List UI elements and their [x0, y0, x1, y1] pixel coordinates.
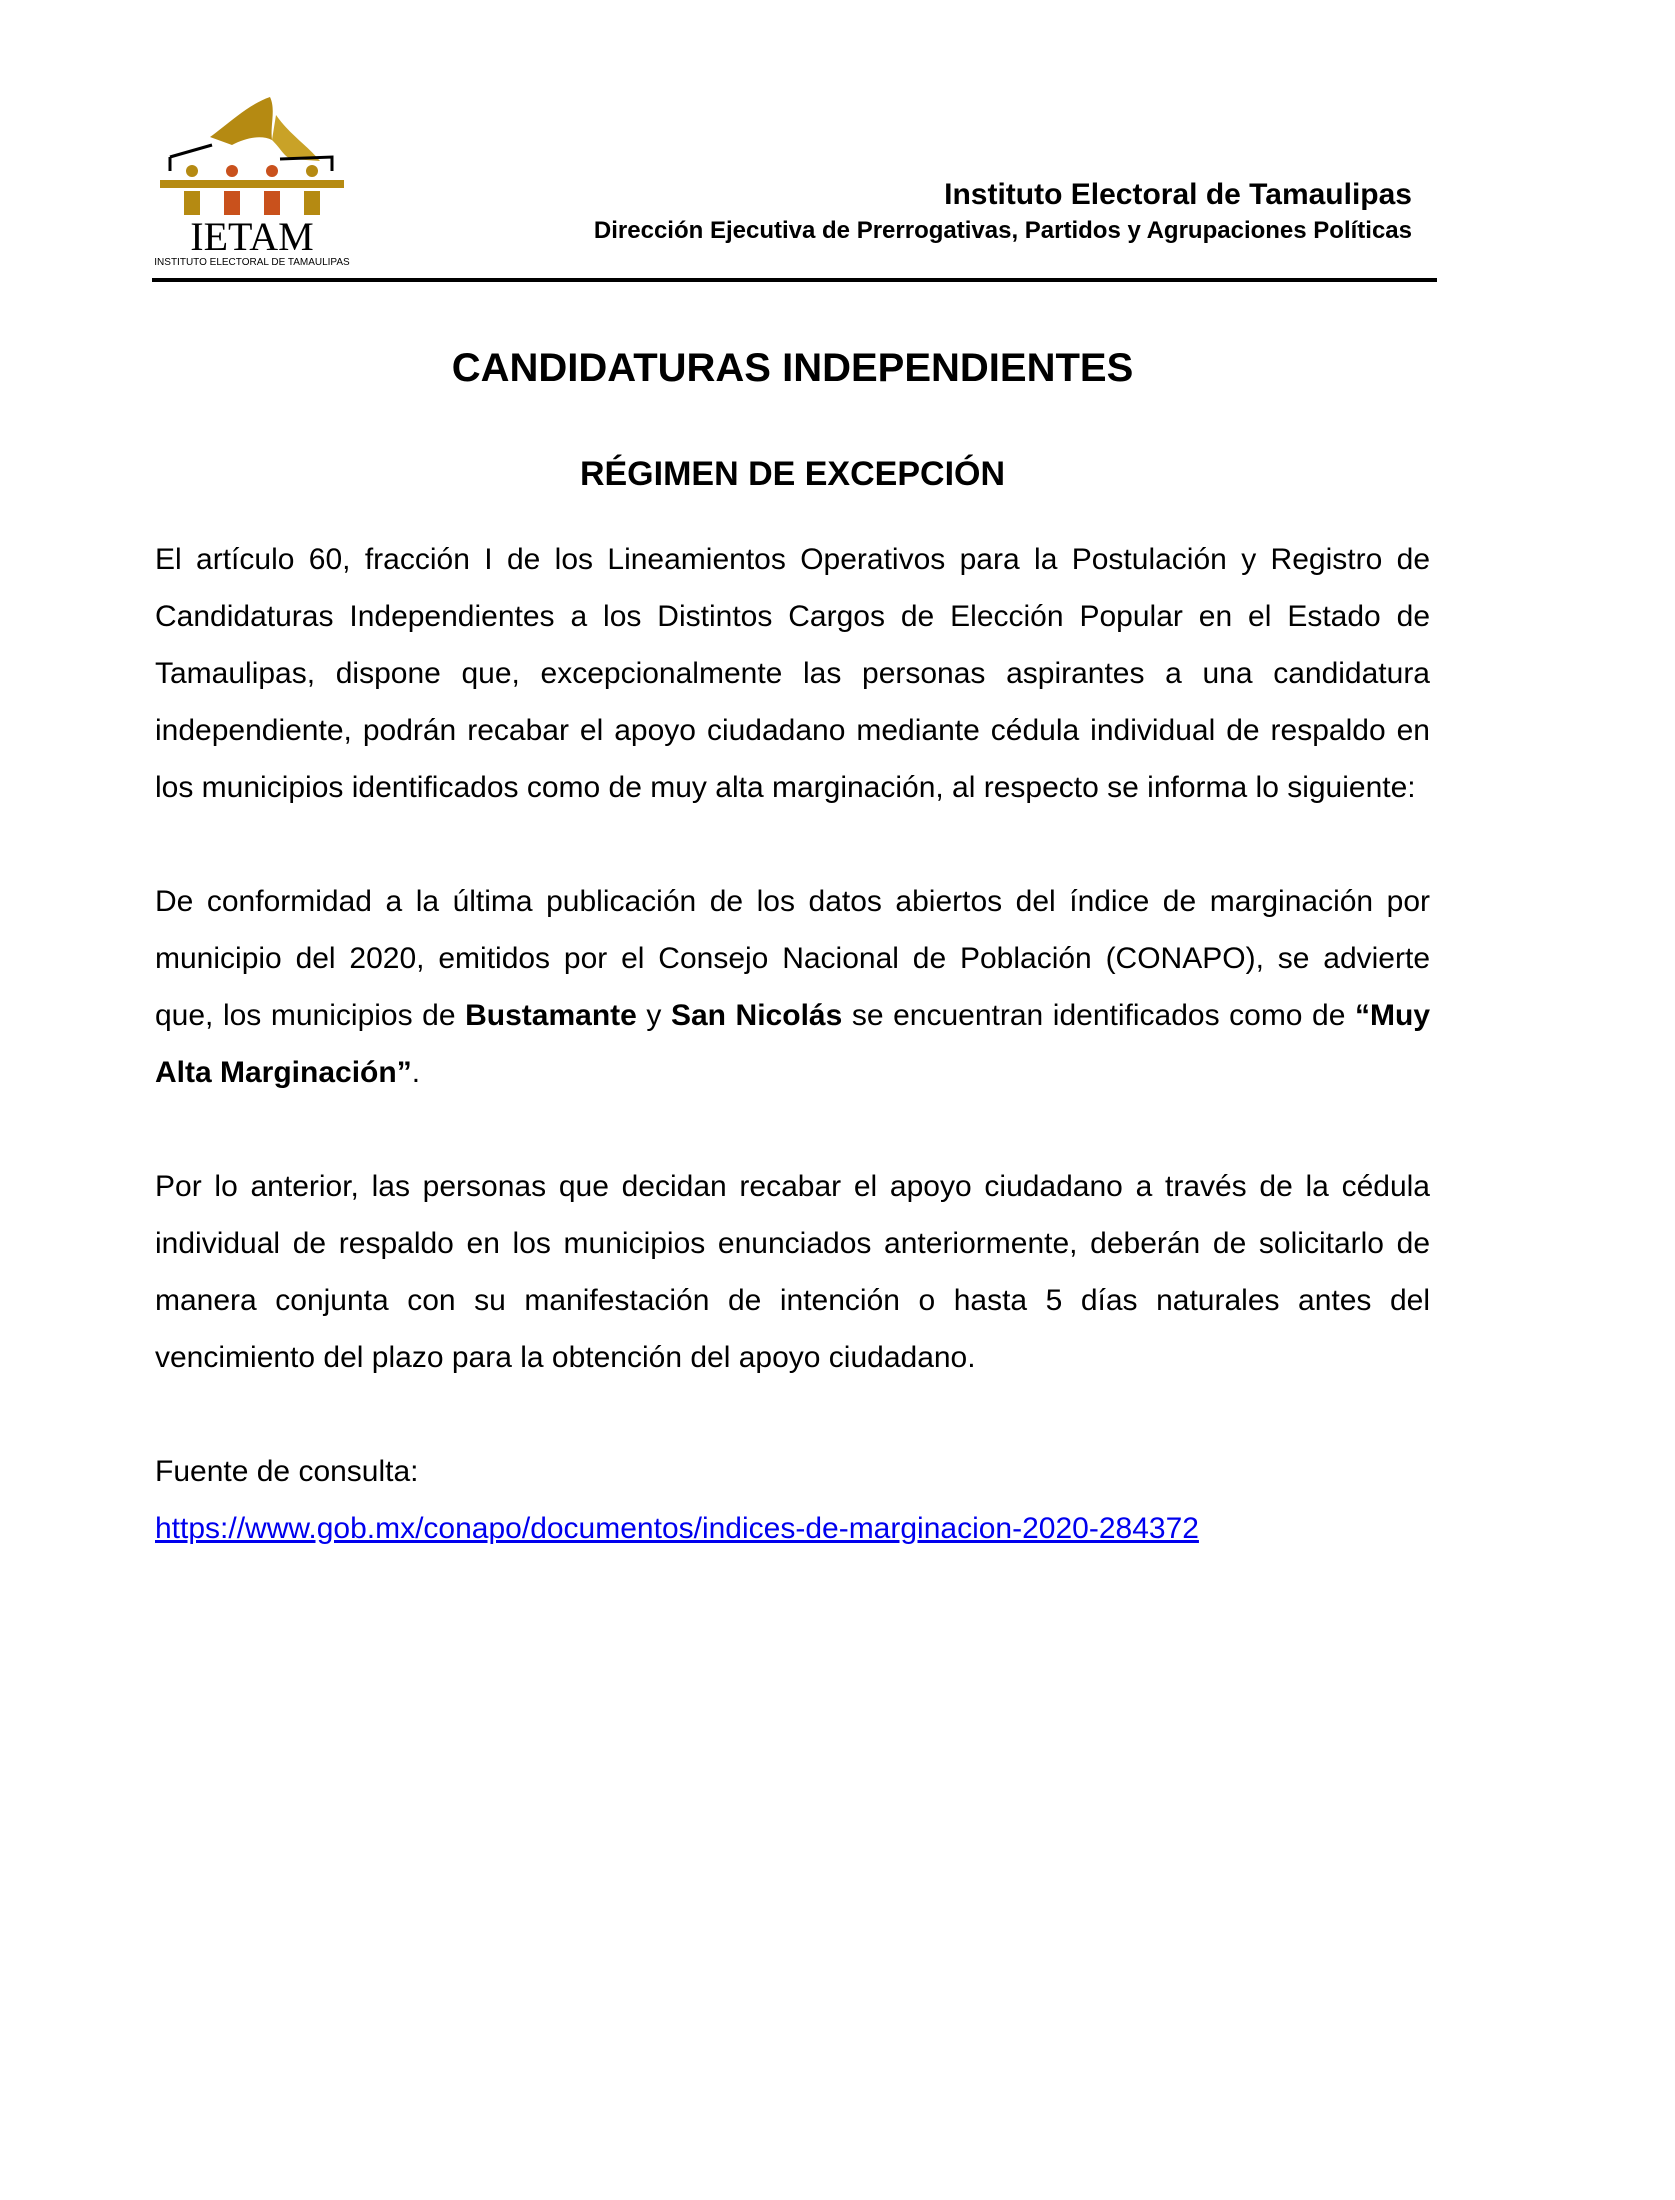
logo-sail-shape-2 [272, 115, 320, 161]
source-label: Fuente de consulta: [155, 1455, 419, 1488]
paragraph-conapo [155, 873, 1430, 1101]
paragraph-article-60: El artículo 60, fracción I de los Lineamientos Operativos para la Postulación y Registro de Candidaturas Independientes a los Distintos Cargos de Elección Popular en el Estado de Tamaulipas, dispone que, excepcionalmente las personas aspirantes a una candidatura independiente, podrán recabar el apoyo ciudadano mediante cédula individual de respaldo en los municipios identificados como de muy alta marginación, al respecto se informa lo siguiente: [155, 543, 1430, 804]
logo-bar [160, 180, 344, 188]
logo-sail-shape [210, 97, 273, 145]
department-name: Dirección Ejecutiva de Prerrogativas, Partidos y Agrupaciones Políticas [593, 217, 1412, 244]
document-title: CANDIDATURAS INDEPENDIENTES [451, 346, 1134, 390]
document-body [155, 531, 1430, 1557]
header-institution-block [594, 175, 1412, 247]
paragraph-text: y [636, 999, 671, 1032]
source-link[interactable]: https://www.gob.mx/conapo/documentos/indices-de-marginacion-2020-284372 [155, 1512, 1199, 1545]
logo-text: IETAM [190, 214, 314, 259]
institution-name: Instituto Electoral de Tamaulipas [944, 178, 1412, 211]
logo-figures [184, 165, 320, 215]
document-subtitle: RÉGIMEN DE EXCEPCIÓN [579, 455, 1006, 493]
municipio-san-nicolas: San Nicolás [670, 999, 843, 1032]
paragraph-text: . [411, 1056, 421, 1089]
paragraph-text: se encuentran identificados como de [842, 999, 1355, 1032]
marginacion-category: “Muy Alta Marginación” [155, 999, 1430, 1089]
municipio-bustamante: Bustamante [465, 999, 637, 1032]
paragraph-text: De conformidad a la última publicación de los datos abiertos del índice de marginación por municipio del 2020, emitidos por el Consejo Nacional de Población (CONAPO), se advierte que, los municipios de [155, 885, 1430, 1032]
paragraph-procedure: Por lo anterior, las personas que decidan recabar el apoyo ciudadano a través de la cédula individual de respaldo en los municipios enunciados anteriormente, deberán de solicitarlo de manera conjunta con su manifestación de intención o hasta 5 días naturales antes del vencimiento del plazo para la obtención del apoyo ciudadano. [155, 1170, 1430, 1374]
ietam-logo [152, 95, 352, 270]
header-divider [152, 278, 1437, 282]
logo-subtext: INSTITUTO ELECTORAL DE TAMAULIPAS [154, 257, 350, 268]
